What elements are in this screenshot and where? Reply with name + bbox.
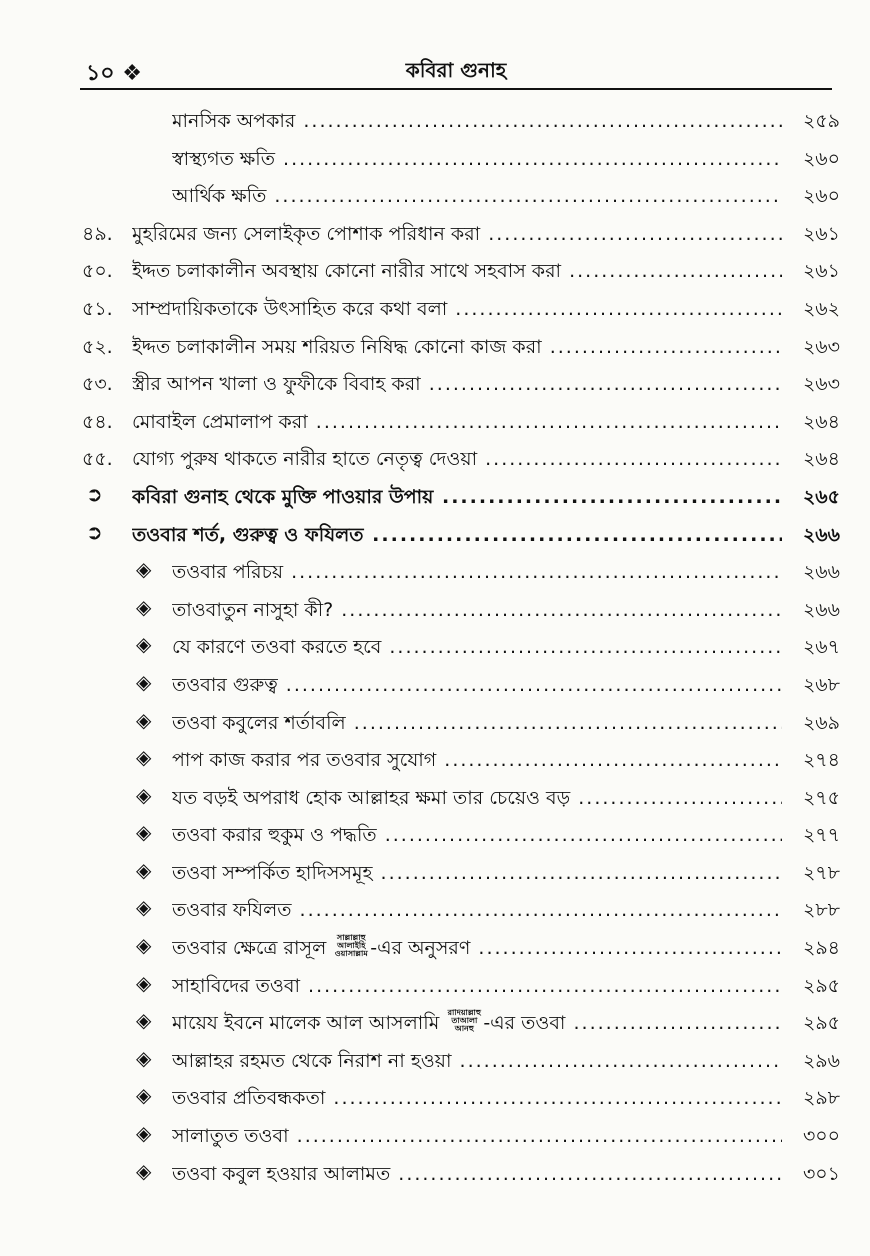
- entry-number: ৫১.: [82, 297, 113, 320]
- entry-title: [172, 784, 782, 816]
- entry-title: [172, 107, 782, 139]
- entry-page-number: ২৭৮: [782, 859, 840, 891]
- diamond-bullet-icon: ◈: [136, 1008, 152, 1033]
- diamond-bullet-icon: ◈: [136, 669, 152, 694]
- toc-entry: [0, 814, 870, 852]
- page-header: [80, 52, 832, 90]
- diamond-bullet-icon: ◈: [136, 594, 152, 619]
- entry-title: [172, 746, 782, 778]
- entry-page-number: ২৬১: [782, 220, 840, 252]
- entry-page-number: ২৯৫: [782, 972, 840, 1004]
- entry-title: [132, 333, 782, 365]
- arrow-bullet-icon: ➲: [86, 519, 103, 544]
- entry-title-text: তওবা করার হুকুম ও পদ্ধতি: [172, 824, 377, 847]
- entry-title-suffix: -এর অনুসরণ: [370, 937, 471, 960]
- entry-page-number: ২৬৪: [782, 445, 840, 477]
- entry-title: [172, 1009, 782, 1041]
- entry-title-text: যোগ্য পুরুষ থাকতে নারীর হাতে নেতৃত্ব দেওয়া: [132, 448, 478, 471]
- toc-entry: [0, 739, 870, 777]
- toc-entry: [0, 213, 870, 251]
- entry-title: [172, 182, 782, 214]
- diamond-bullet-icon: ◈: [136, 782, 152, 807]
- entry-title: [132, 521, 782, 553]
- toc-entry: [0, 326, 870, 364]
- entry-title-text: তওবার ক্ষেত্রে রাসূল: [172, 937, 327, 960]
- entry-title: [172, 1084, 782, 1116]
- entry-page-number: ২৬৯: [782, 709, 840, 741]
- toc-entry: [0, 250, 870, 288]
- entry-title: [172, 821, 782, 853]
- toc-entry: [0, 889, 870, 927]
- entry-title: [172, 859, 782, 891]
- toc-entry: [0, 664, 870, 702]
- diamond-bullet-icon: ◈: [136, 857, 152, 882]
- entry-title-text: মায়েয ইবনে মালেক আল আসলামি: [172, 1012, 440, 1035]
- toc-entry: [0, 1153, 870, 1191]
- entry-page-number: ২৬৪: [782, 408, 840, 440]
- entry-title: [132, 220, 782, 252]
- diamond-bullet-icon: ◈: [136, 745, 152, 770]
- entry-title-text: ইদ্দত চলাকালীন অবস্থায় কোনো নারীর সাথে সহবাস করা: [132, 260, 562, 283]
- entry-title: [132, 257, 782, 289]
- entry-title-text: সাহাবিদের তওবা: [172, 974, 300, 997]
- entry-title-text: তাওবাতুন নাসুহা কী?: [172, 598, 334, 621]
- entry-number: ৫৪.: [82, 410, 113, 433]
- toc-entry: [0, 476, 870, 514]
- entry-title: [172, 145, 782, 177]
- toc-entry: [0, 702, 870, 740]
- entry-title: [172, 709, 782, 741]
- entry-title-text: ইদ্দত চলাকালীন সময় শরিয়ত নিষিদ্ধ কোনো কাজ করা: [132, 335, 542, 358]
- entry-title-text: তওবার ফযিলত: [172, 899, 292, 922]
- diamond-bullet-icon: ◈: [136, 1045, 152, 1070]
- entry-page-number: ২৭৪: [782, 746, 840, 778]
- entry-page-number: ২৫৯: [782, 107, 840, 139]
- entry-title: [172, 896, 782, 928]
- entry-title-text: মোবাইল প্রেমালাপ করা: [132, 410, 308, 433]
- entry-page-number: ২৯৪: [782, 934, 840, 966]
- entry-title-text: কবিরা গুনাহ থেকে মুক্তি পাওয়ার উপায়: [132, 485, 434, 508]
- entry-page-number: ২৬১: [782, 257, 840, 289]
- entry-title-text: যত বড়ই অপরাধ হোক আল্লাহর ক্ষমা তার চেয়েও বড়: [172, 786, 571, 809]
- diamond-bullet-icon: ◈: [136, 1158, 152, 1183]
- entry-number: ৫২.: [82, 335, 113, 358]
- page-number: ১০ ❖: [86, 61, 142, 86]
- entry-page-number: ২৮৮: [782, 896, 840, 928]
- arrow-bullet-icon: ➲: [86, 481, 103, 506]
- entry-title-text: মানসিক অপকার: [172, 110, 296, 132]
- entry-number: ৫৫.: [82, 448, 113, 471]
- toc-entry: [0, 138, 870, 176]
- entry-page-number: ২৬৬: [782, 596, 840, 628]
- entry-title: [132, 408, 782, 440]
- diamond-bullet-icon: ◈: [136, 707, 152, 732]
- toc-entry: [0, 514, 870, 552]
- entry-page-number: ২৬০: [782, 145, 840, 177]
- diamond-bullet-icon: ◈: [136, 1083, 152, 1108]
- entry-page-number: ২৬২: [782, 295, 840, 327]
- entry-page-number: ২৯৫: [782, 1009, 840, 1041]
- entry-title: [172, 633, 782, 665]
- entry-title: [172, 1122, 782, 1154]
- entry-title-text: সাম্প্রদায়িকতাকে উৎসাহিত করে কথা বলা: [132, 297, 448, 320]
- toc-entry: [0, 626, 870, 664]
- entry-title-text: যে কারণে তওবা করতে হবে: [172, 636, 382, 659]
- entry-title-text: তওবা কবুল হওয়ার আলামত: [172, 1162, 391, 1185]
- honorific-ligature: সাল্লাল্লাহু আলাইহি ওয়াসাল্লাম: [334, 934, 368, 959]
- toc-entry: [0, 852, 870, 890]
- entry-title-text: তওবার প্রতিবন্ধকতা: [172, 1087, 326, 1110]
- entry-page-number: ২৬৮: [782, 671, 840, 703]
- entry-number: ৪৯.: [82, 222, 113, 245]
- toc-entry: [0, 551, 870, 589]
- entry-page-number: ৩০০: [782, 1122, 840, 1154]
- entry-title-text: পাপ কাজ করার পর তওবার সুযোগ: [172, 749, 437, 772]
- entry-page-number: ২৭৫: [782, 784, 840, 816]
- entry-title-text: মুহরিমের জন্য সেলাইকৃত পোশাক পরিধান করা: [132, 222, 481, 245]
- entry-title: [172, 1047, 782, 1079]
- toc-entry: [0, 1040, 870, 1078]
- entry-page-number: ২৬৬: [782, 521, 840, 553]
- entry-page-number: ২৬৬: [782, 558, 840, 590]
- entry-number: ৫৩.: [82, 373, 113, 396]
- diamond-bullet-icon: ◈: [136, 933, 152, 958]
- toc-entry: [0, 965, 870, 1003]
- entry-title-suffix: -এর তওবা: [483, 1012, 566, 1035]
- toc-entry: [0, 589, 870, 627]
- entry-title: [172, 558, 782, 590]
- toc-entry: [0, 288, 870, 326]
- entry-title: [172, 934, 782, 966]
- running-title: কবিরা গুনাহ: [405, 58, 507, 82]
- toc-entry: [0, 438, 870, 476]
- entry-title-text: স্ত্রীর আপন খালা ও ফুফীকে বিবাহ করা: [132, 373, 421, 396]
- entry-page-number: ২৬০: [782, 182, 840, 214]
- diamond-bullet-icon: ◈: [136, 632, 152, 657]
- table-of-contents: [0, 100, 870, 1190]
- entry-page-number: ২৬৫: [782, 483, 840, 515]
- toc-entry: [0, 1002, 870, 1040]
- toc-entry: [0, 175, 870, 213]
- entry-title: [172, 671, 782, 703]
- toc-entry: [0, 1077, 870, 1115]
- entry-page-number: ২৬৩: [782, 370, 840, 402]
- entry-title-text: তওবার শর্ত, গুরুত্ব ও ফযিলত: [132, 523, 364, 546]
- toc-entry: [0, 927, 870, 965]
- entry-title-text: তওবা কবুলের শর্তাবলি: [172, 711, 346, 734]
- entry-title: [172, 596, 782, 628]
- honorific-ligature: রাদিয়াল্লাহু তাআলা আনহু: [447, 1009, 481, 1034]
- entry-page-number: ২৬৭: [782, 633, 840, 665]
- entry-title: [172, 972, 782, 1004]
- entry-title-text: তওবা সম্পর্কিত হাদিসসমূহ: [172, 861, 373, 884]
- toc-entry: [0, 777, 870, 815]
- toc-entry: [0, 100, 870, 138]
- diamond-bullet-icon: ◈: [136, 557, 152, 582]
- diamond-bullet-icon: ◈: [136, 820, 152, 845]
- diamond-bullet-icon: ◈: [136, 895, 152, 920]
- toc-entry: [0, 401, 870, 439]
- entry-title: [132, 445, 782, 477]
- entry-title-text: আর্থিক ক্ষতি: [172, 185, 267, 208]
- entry-title: [132, 483, 782, 515]
- entry-title-text: আল্লাহর রহমত থেকে নিরাশ না হওয়া: [172, 1049, 452, 1072]
- entry-title-text: তওবার পরিচয়: [172, 561, 284, 584]
- toc-entry: [0, 1115, 870, 1153]
- entry-page-number: ৩০১: [782, 1160, 840, 1192]
- entry-title-text: সালাতুত তওবা: [172, 1125, 289, 1148]
- entry-title-text: স্বাস্থ্যগত ক্ষতি: [172, 147, 275, 170]
- entry-title-text: তওবার গুরুত্ব: [172, 673, 278, 696]
- entry-page-number: ২৭৭: [782, 821, 840, 853]
- toc-entry: [0, 363, 870, 401]
- entry-number: ৫০.: [82, 260, 113, 283]
- diamond-bullet-icon: ◈: [136, 970, 152, 995]
- entry-title: [132, 295, 782, 327]
- entry-page-number: ২৯৬: [782, 1047, 840, 1079]
- entry-title: [132, 370, 782, 402]
- diamond-bullet-icon: ◈: [136, 1121, 152, 1146]
- entry-page-number: ২৬৩: [782, 333, 840, 365]
- entry-page-number: ২৯৮: [782, 1084, 840, 1116]
- entry-title: [172, 1160, 782, 1192]
